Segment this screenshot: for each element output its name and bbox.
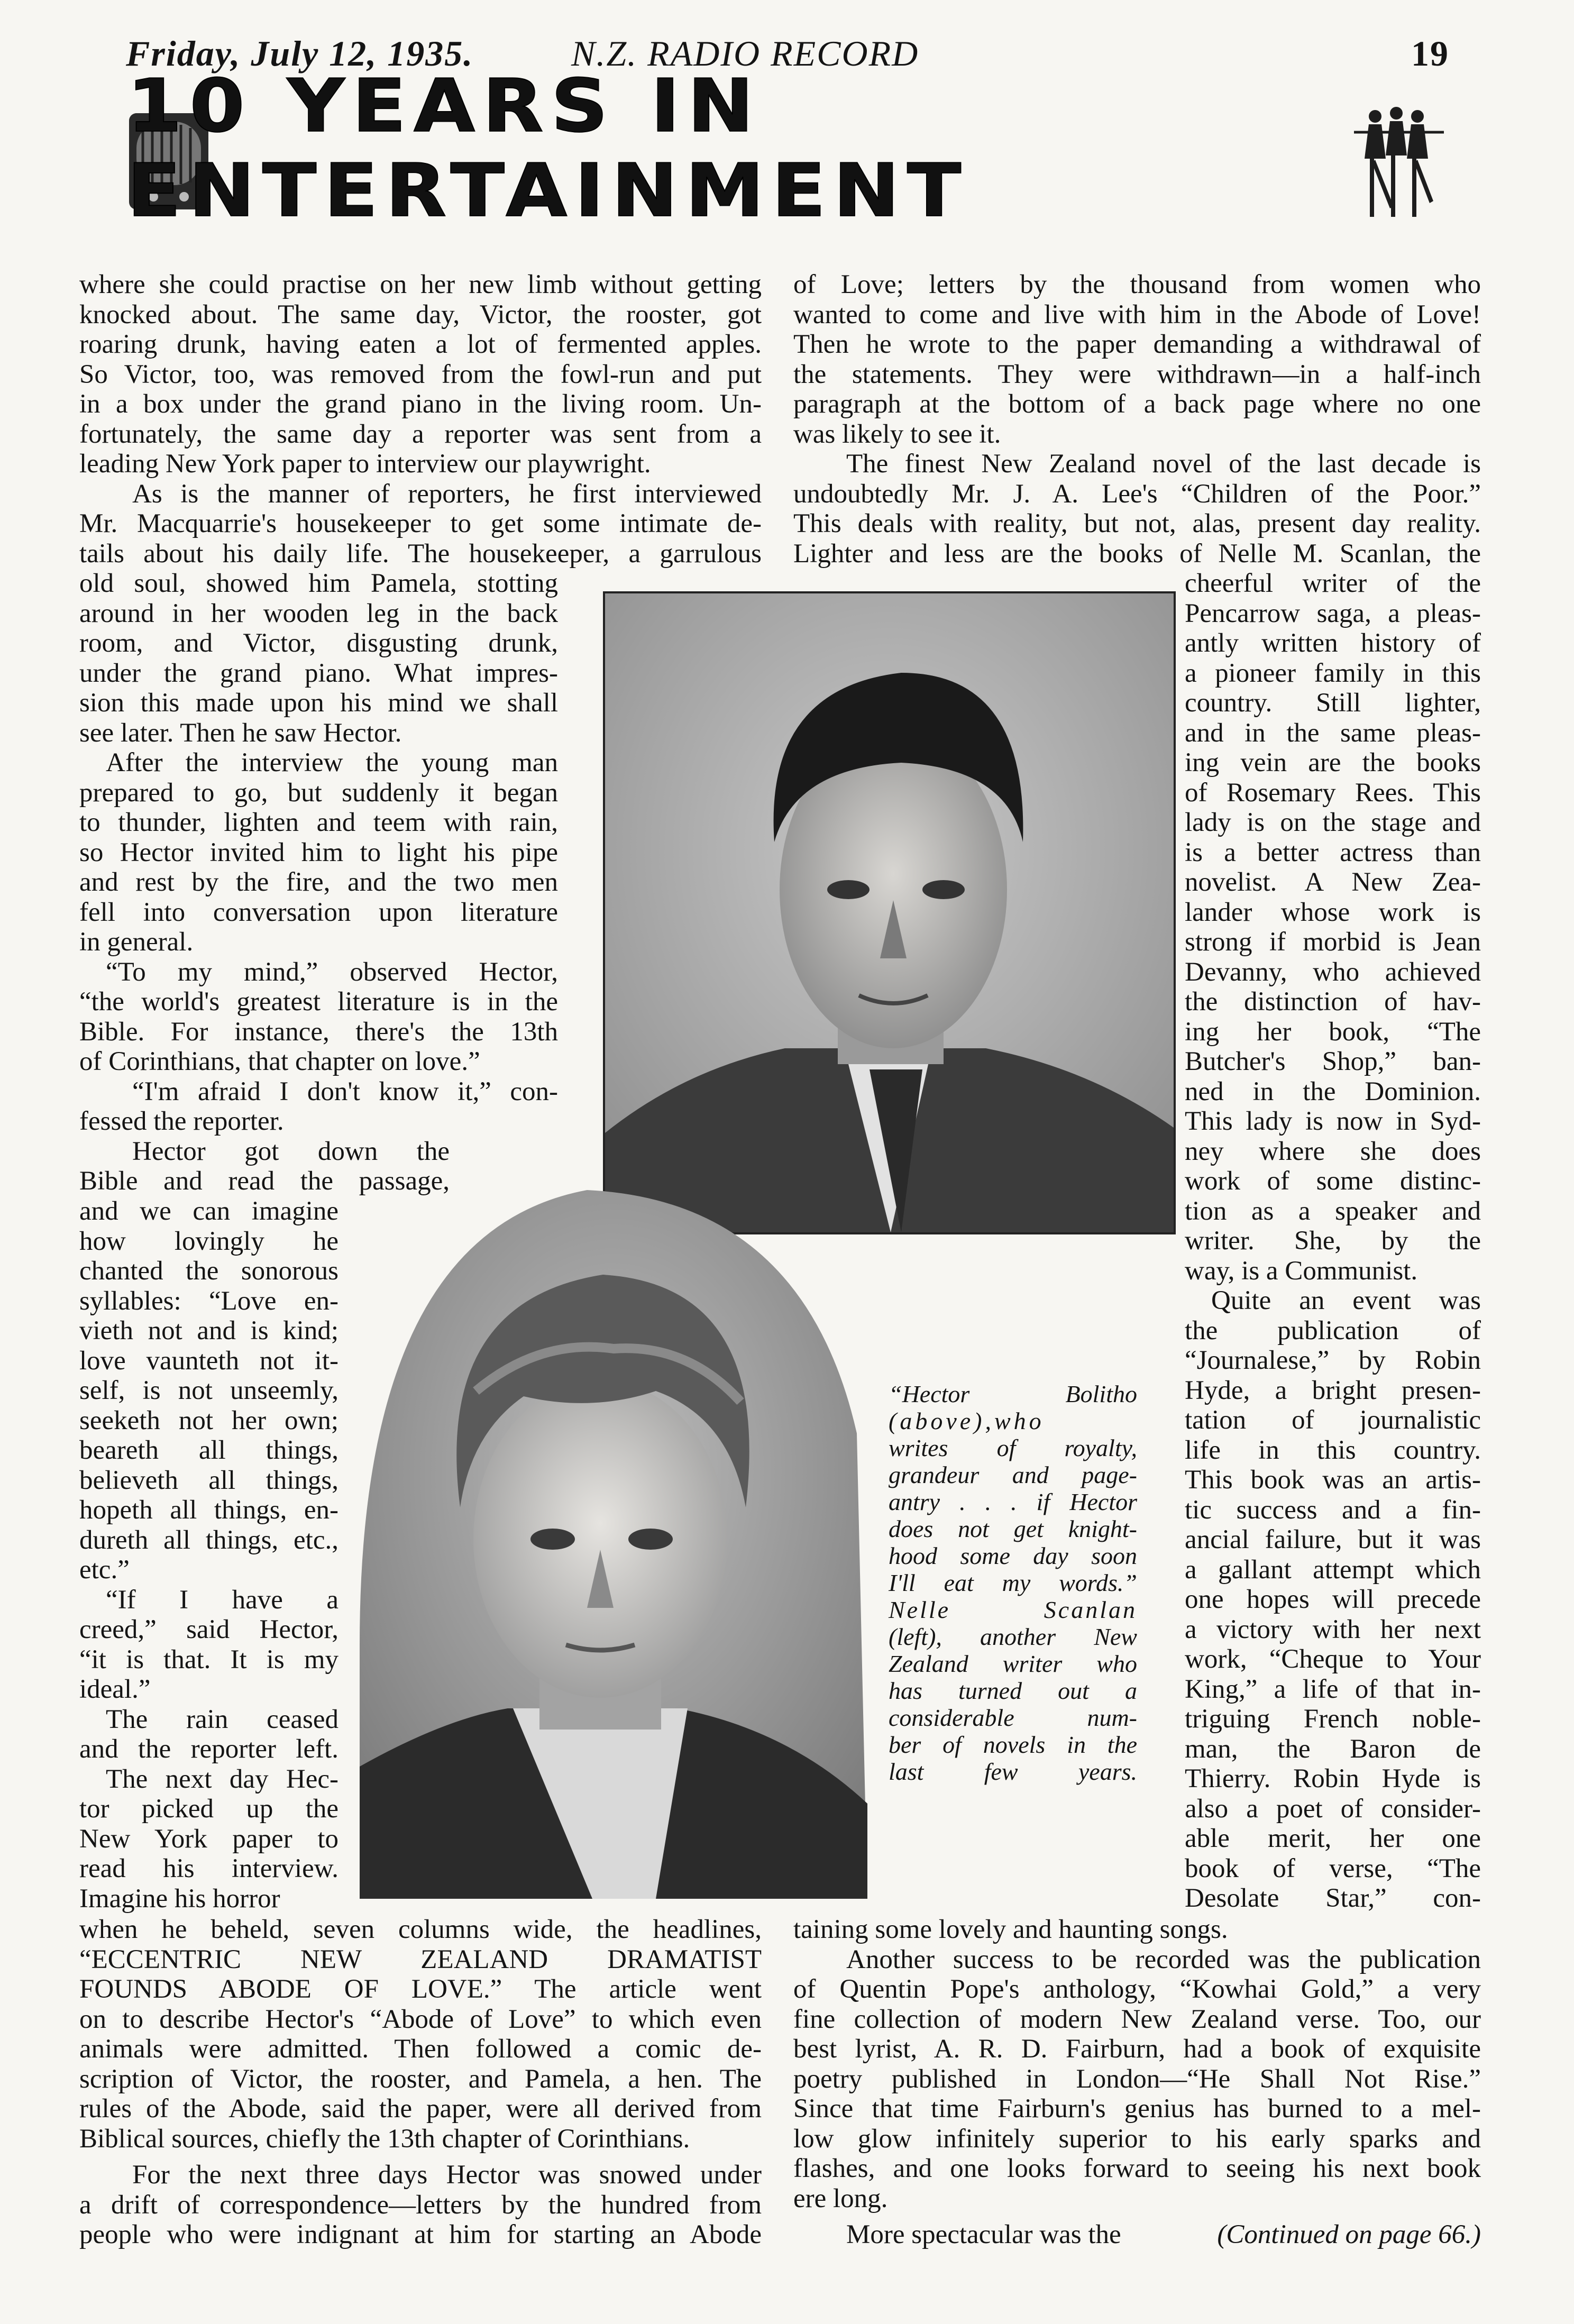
left-column-middle [79,569,558,1196]
text-line: fortunately, the same day a reporter was sent from a [79,419,762,449]
text-line: Butcher's Shop,” ban- [1185,1047,1481,1076]
text-line: beareth all things, [79,1435,338,1465]
text-line: in general. [79,927,194,957]
text-line: see later. Then he saw Hector. [79,718,402,748]
text-line: seeketh not her own; [79,1405,338,1435]
text-line: chanted the sonorous [79,1256,338,1286]
text-line: a pioneer family in this [1185,658,1481,688]
text-line: etc.” [79,1555,130,1585]
text-line: More spectacular was the [846,2220,1121,2249]
text-line: and in the same pleas- [1185,718,1481,748]
text-line: ere long. [793,2183,888,2213]
caption-line: considerable num- [889,1704,1137,1731]
caption-line: Zealand writer who [889,1650,1137,1677]
text-line: country. Still lighter, [1185,688,1481,718]
publication-title: N.Z. RADIO RECORD [571,33,919,74]
text-line: wanted to come and live with him in the Abode of Love! [793,299,1481,330]
caption-line: antry . . . if Hector [889,1488,1137,1515]
right-column-bottom [793,1915,1481,2250]
text-line: flashes, and one looks forward to seeing his next book [793,2154,1481,2183]
last-line-with-continuation [793,2220,1481,2250]
text-line: Hector got down the [132,1136,450,1166]
text-line: Thierry. Robin Hyde is [1185,1764,1481,1794]
text-line: man, the Baron de [1185,1734,1481,1764]
banner-title: 10 YEARS IN ENTERTAINMENT [127,63,969,234]
text-line: also a poet of consider- [1185,1794,1481,1824]
text-line: leading New York paper to interview our playwright. [79,449,651,479]
issue-date: Friday, July 12, 1935. [126,33,474,74]
text-line: so Hector invited him to light his pipe [79,837,558,867]
text-line: room, and Victor, disgusting drunk, [79,628,558,658]
right-column-top [793,270,1481,569]
caption-line: ber of novels in the [889,1731,1137,1758]
section-banner [127,63,1417,234]
text-line: “I'm afraid I don't know it,” con- [132,1076,558,1106]
text-line: a victory with her next [1185,1614,1481,1644]
text-line: way, is a Communist. [1185,1256,1418,1286]
caption-line: does not get knight- [889,1515,1137,1542]
text-line: ned in the Dominion. [1185,1076,1481,1106]
text-line: a gallant attempt which [1185,1554,1481,1585]
text-line: As is the manner of reporters, he first interviewed [132,479,762,509]
text-line: tails about his daily life. The housekeeper, a garrulous [79,538,762,569]
text-line: This lady is now in Syd- [1185,1106,1481,1136]
text-line: the statements. They were withdrawn—in a half-inch [793,359,1481,389]
text-line: hopeth all things, en- [79,1495,338,1525]
text-line: is a better actress than [1185,837,1481,867]
text-line: life in this country. [1185,1435,1481,1465]
text-line: Desolate Star,” con- [1185,1883,1481,1913]
text-line: animals were admitted. Then followed a comic de- [79,2034,762,2064]
text-line: around in her wooden leg in the back [79,598,558,628]
text-line: fessed the reporter. [79,1106,284,1136]
text-line: ney where she does [1185,1136,1481,1166]
caption-line: (above),who [889,1407,1045,1434]
text-line: of Rosemary Rees. This [1185,777,1481,808]
text-line: “Journalese,” by Robin [1185,1346,1481,1375]
caption-line: (left), another New [889,1623,1137,1650]
caption-line: last few years. [889,1758,1137,1785]
text-line: and rest by the fire, and the two men [79,867,558,897]
caption-line: Nelle Scanlan [889,1596,1137,1623]
text-line: dureth all things, etc., [79,1525,338,1555]
text-line: rules of the Abode, said the paper, were all derived from [79,2094,762,2124]
text-line: work of some distinc- [1185,1166,1481,1196]
text-line: undoubtedly Mr. J. A. Lee's “Children of the Poor.” [793,479,1481,509]
text-line: was likely to see it. [793,419,1001,449]
caption-line: writes of royalty, [889,1434,1137,1461]
text-line: and we can imagine [79,1196,338,1226]
text-line: and the reporter left. [79,1734,338,1764]
text-line: the distinction of hav- [1185,987,1481,1017]
text-line: sion this made upon his mind we shall [79,688,558,718]
text-line: Hyde, a bright presen- [1185,1375,1481,1405]
text-line: old soul, showed him Pamela, stotting [79,569,558,598]
text-line: Another success to be recorded was the publication [846,1944,1481,1974]
text-line: “If I have a [106,1585,338,1615]
text-line: love vaunteth not it- [79,1346,338,1376]
text-line: believeth all things, [79,1465,338,1495]
text-line: triguing French noble- [1185,1704,1481,1734]
text-line: ing her book, “The [1185,1017,1481,1047]
text-line: strong if morbid is Jean [1185,927,1481,957]
text-line: prepared to go, but suddenly it began [79,777,558,808]
text-line: The rain ceased [106,1704,338,1734]
continued-note: (Continued on page 66.) [1217,2220,1481,2249]
text-line: After the interview the young man [106,748,558,777]
dancers-icon [1354,100,1444,227]
text-line: in a box under the grand piano in the living room. Un- [79,389,762,419]
text-line: lady is on the stage and [1185,808,1481,837]
text-line: fine collection of modern New Zealand verse. Too, our [793,2004,1481,2034]
text-line: FOUNDS ABODE OF LOVE.” The article went [79,1974,762,2004]
text-line: Mr. Macquarrie's housekeeper to get some intimate de- [79,509,762,538]
text-line: vieth not and is kind; [79,1316,338,1346]
text-line: best lyrist, A. R. D. Fairburn, had a book of exquisite [793,2034,1481,2064]
text-line: For the next three days Hector was snowed under [132,2160,762,2190]
text-line: where she could practise on her new limb without getting [79,270,762,299]
text-line: tation of journalistic [1185,1405,1481,1435]
text-line: tor picked up the [79,1794,338,1824]
text-line: King,” a life of that in- [1185,1674,1481,1704]
left-column-top [79,270,762,569]
photo-caption [889,1380,1137,1785]
caption-line: has turned out a [889,1677,1137,1704]
text-line: of Quentin Pope's anthology, “Kowhai Gold,” a very [793,1974,1481,2004]
right-column-middle [1185,569,1481,1914]
photo-nelle-scanlan [338,1169,878,1899]
page-number: 19 [1411,33,1449,74]
text-line: lander whose work is [1185,897,1481,927]
text-line: when he beheld, seven columns wide, the headlines, [79,1915,762,1944]
caption-line: hood some day soon [889,1542,1137,1569]
text-line: to thunder, lighten and teem with rain, [79,808,558,837]
text-line: paragraph at the bottom of a back page where no one [793,389,1481,419]
caption-line: I'll eat my words.” [889,1569,1137,1596]
text-line: able merit, her one [1185,1824,1481,1853]
text-line: self, is not unseemly, [79,1376,338,1405]
text-line: poetry published in London—“He Shall Not Rise.” [793,2064,1481,2094]
photo-hector-bolitho [603,591,1176,1234]
portrait-woman-image [338,1169,878,1899]
text-line: of Love; letters by the thousand from women who [793,270,1481,299]
text-line: ancial failure, but it was [1185,1525,1481,1554]
caption-line: grandeur and page- [889,1461,1137,1488]
text-line: Imagine his horror [79,1883,280,1914]
text-line: how lovingly he [79,1226,338,1256]
text-line: people who were indignant at him for starting an Abode [79,2220,762,2249]
text-line: antly written history of [1185,628,1481,658]
left-column-bottom [79,1915,762,2250]
text-line: under the grand piano. What impres- [79,658,558,688]
text-line: This book was an artis- [1185,1465,1481,1495]
text-line: “ECCENTRIC NEW ZEALAND DRAMATIST [79,1944,762,1974]
text-line: scription of Victor, the rooster, and Pamela, a hen. The [79,2064,762,2094]
text-line: Since that time Fairburn's genius has burned to a mel- [793,2094,1481,2124]
text-line: Bible. For instance, there's the 13th [79,1017,558,1047]
text-line: “it is that. It is my [79,1644,338,1675]
text-line: Devanny, who achieved [1185,957,1481,987]
text-line: work, “Cheque to Your [1185,1644,1481,1674]
text-line: read his interview. [79,1854,338,1883]
text-line: novelist. A New Zea- [1185,867,1481,897]
text-line: tic success and a fin- [1185,1495,1481,1525]
text-line: creed,” said Hector, [79,1615,338,1644]
text-line: Biblical sources, chiefly the 13th chapter of Corinthians. [79,2124,690,2154]
text-line: The next day Hec- [106,1764,338,1794]
text-line: The finest New Zealand novel of the last decade is [846,449,1481,479]
text-line: ideal.” [79,1675,151,1704]
text-line: Quite an event was [1211,1286,1481,1315]
text-line: cheerful writer of the [1185,569,1481,598]
text-line: syllables: “Love en- [79,1286,338,1316]
text-line: Pencarrow saga, a pleas- [1185,598,1481,628]
portrait-man-image [605,593,1174,1232]
text-line: “the world's greatest literature is in the [79,987,558,1017]
text-line: Bible and read the passage, [79,1166,450,1196]
text-line: on to describe Hector's “Abode of Love” to which even [79,2004,762,2034]
text-line: fell into conversation upon literature [79,897,558,927]
text-line: one hopes will precede [1185,1585,1481,1614]
text-line: ing vein are the books [1185,748,1481,777]
text-line: Then he wrote to the paper demanding a withdrawal of [793,330,1481,359]
text-line: of Corinthians, that chapter on love.” [79,1047,480,1076]
text-line: tion as a speaker and [1185,1196,1481,1226]
text-line: So Victor, too, was removed from the fowl-run and put [79,359,762,389]
text-line: knocked about. The same day, Victor, the rooster, got [79,299,762,330]
text-line: the publication of [1185,1315,1481,1346]
text-line: roaring drunk, having eaten a lot of fermented apples. [79,330,762,359]
left-column-lower [79,1196,338,1914]
text-line: Lighter and less are the books of Nelle M. Scanlan, the [793,538,1481,569]
text-line: writer. She, by the [1185,1226,1481,1256]
text-line: low glow infinitely superior to his early sparks and [793,2124,1481,2154]
text-line: book of verse, “The [1185,1853,1481,1883]
text-line: “To my mind,” observed Hector, [106,957,558,987]
text-line: a drift of correspondence—letters by the hundred from [79,2190,762,2220]
text-line: New York paper to [79,1824,338,1854]
text-line: taining some lovely and haunting songs. [793,1915,1228,1944]
caption-line: “Hector Bolitho [889,1380,1137,1407]
text-line: This deals with reality, but not, alas, present day reality. [793,509,1481,538]
